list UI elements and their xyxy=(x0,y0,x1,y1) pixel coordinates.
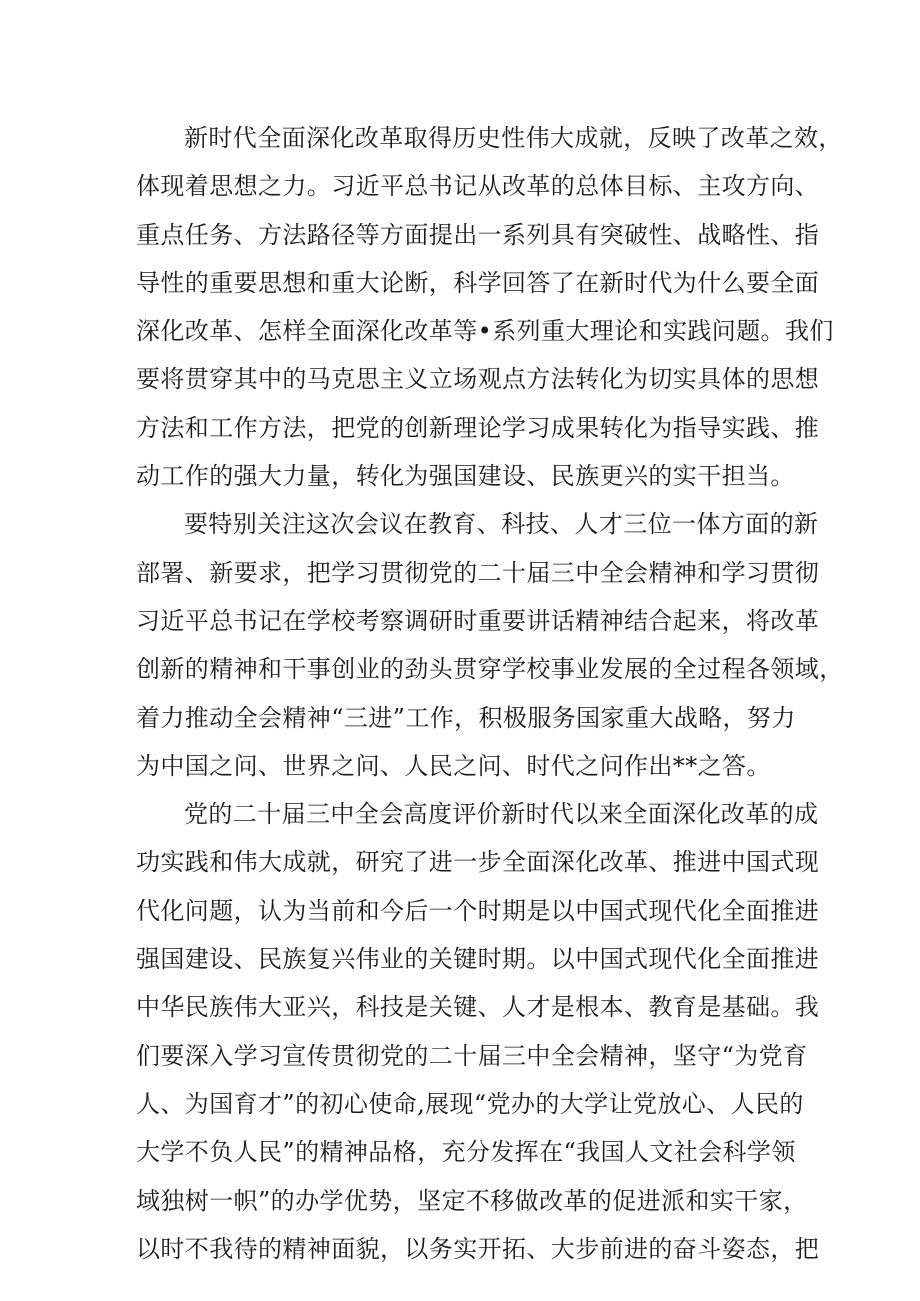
document-body xyxy=(136,114,844,1273)
text-line: 方法和工作方法，把党的创新理论学习成果转化为指导实践、推 xyxy=(136,413,820,442)
text-line: 以时不我待的精神面貌，以务实开拓、大步前进的奋斗姿态，把 xyxy=(136,1234,820,1263)
text-line: 代化问题，认为当前和今后一个时期是以中国式现代化全面推进 xyxy=(136,896,820,925)
paragraph-1 xyxy=(136,114,843,500)
text-line: 体现着思想之力。习近平总书记从改革的总体目标、主攻方向、 xyxy=(136,172,820,201)
text-line: 新时代全面深化改革取得历史性伟大成就，反映了改革之效， xyxy=(184,124,843,152)
text-line: 们要深入学习宣传贯彻党的二十届三中全会精神，坚守“为党育 xyxy=(136,1041,808,1070)
text-line: 强国建设、民族复兴伟业的关键时期。以中国式现代化全面推进 xyxy=(136,945,820,974)
text-line: 习近平总书记在学校考察调研时重要讲话精神结合起来，将改革 xyxy=(136,606,820,635)
text-line: 大学不负人民”的精神品格，充分发挥在“我国人文社会科学领 xyxy=(136,1138,796,1167)
text-line: 深化改革、怎样全面深化改革等•系列重大理论和实践问题。我们 xyxy=(136,317,834,346)
text-line: 功实践和伟大成就，研究了进一步全面深化改革、推进中国式现 xyxy=(136,848,820,877)
text-line: 党的二十届三中全会高度评价新时代以来全面深化改革的成 xyxy=(184,800,819,829)
paragraph-2 xyxy=(136,500,844,790)
text-line: 重点任务、方法路径等方面提出一系列具有突破性、战略性、指 xyxy=(136,220,820,249)
text-line: 着力推动全会精神“三进”工作，积极服务国家重大战略，努力 xyxy=(136,703,796,732)
text-line: 导性的重要思想和重大论断，科学回答了在新时代为什么要全面 xyxy=(136,268,820,297)
text-line: 创新的精神和干事创业的劲头贯穿学校事业发展的全过程各领域， xyxy=(136,655,844,684)
text-line: 动工作的强大力量，转化为强国建设、民族更兴的实干担当。 xyxy=(136,462,795,491)
paragraph-3 xyxy=(136,790,820,1273)
text-line: 为中国之问、世界之问、人民之问、时代之问作出**之答。 xyxy=(136,751,771,780)
text-line: 要特别关注这次会议在教育、科技、人才三位一体方面的新 xyxy=(184,510,819,539)
text-line: 部署、新要求，把学习贯彻党的二十届三中全会精神和学习贯彻 xyxy=(136,558,820,587)
text-line: 中华民族伟大亚兴，科技是关键、人才是根本、教育是基础。我 xyxy=(136,993,820,1022)
text-line: 域独树一帜”的办学优势，坚定不移做改革的促进派和实干家， xyxy=(136,1186,808,1215)
text-line: 人、为国育才”的初心使命,展现“党办的大学让党放心、人民的 xyxy=(136,1089,804,1118)
text-line: 要将贯穿其中的马克思主义立场观点方法转化为切实具体的思想 xyxy=(136,365,820,394)
